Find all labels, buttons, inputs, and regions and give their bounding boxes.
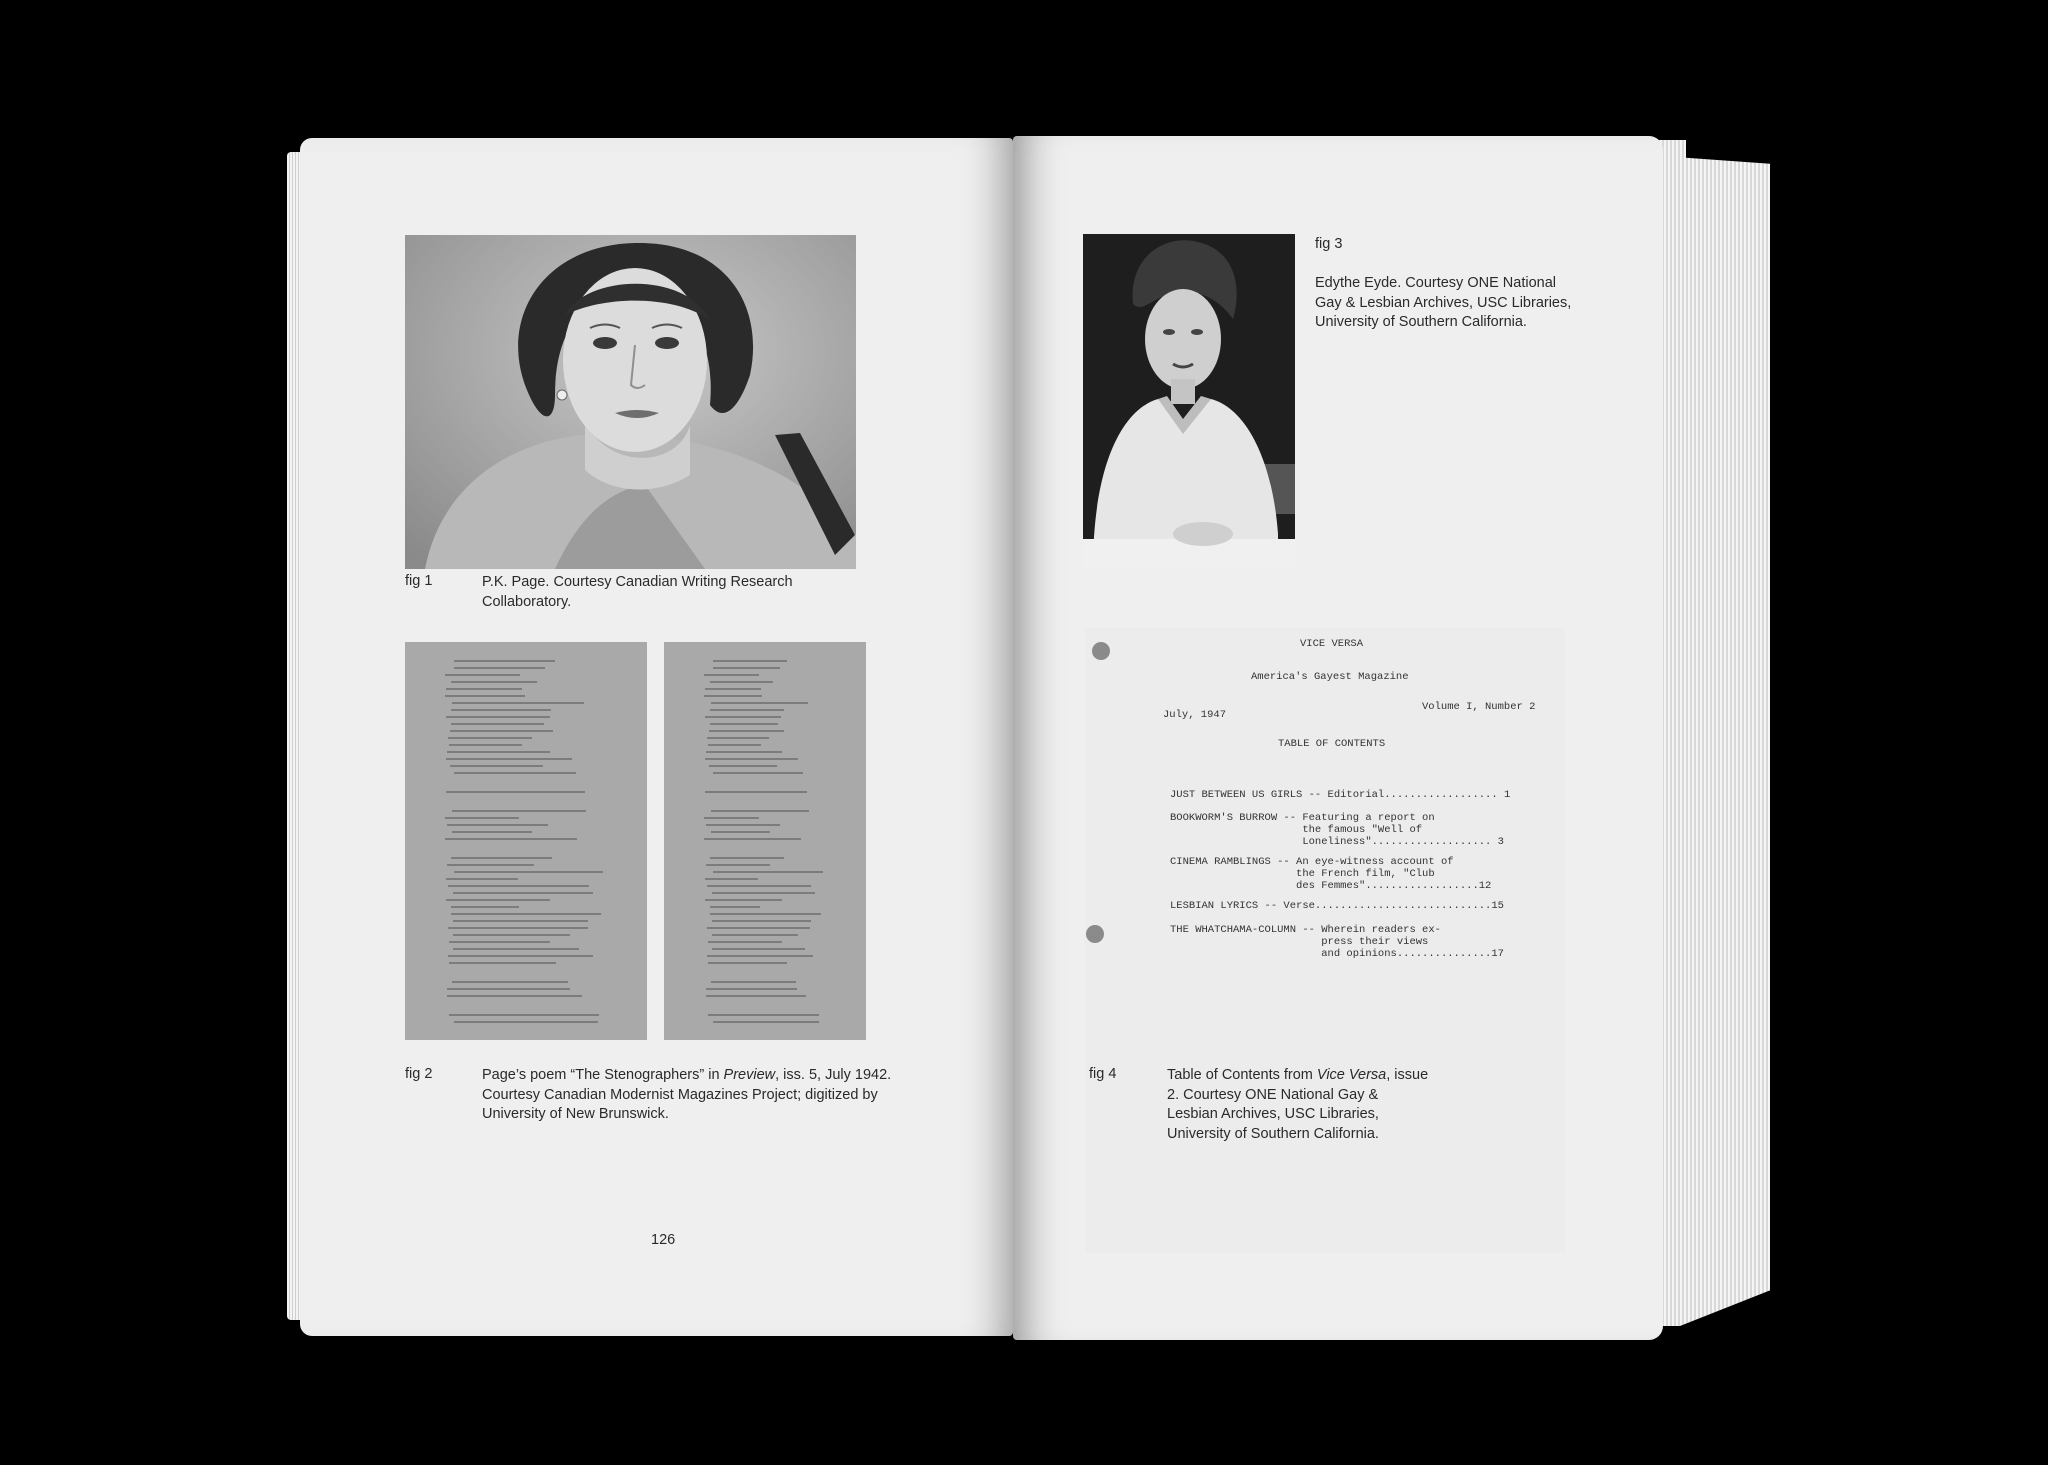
- page-number: 126: [651, 1232, 676, 1248]
- scan-text-line: [445, 674, 520, 676]
- scan-text-line: [704, 817, 759, 819]
- scan-text-line: [451, 681, 537, 683]
- scan-text-line: [704, 838, 801, 840]
- scan-text-line: [445, 817, 519, 819]
- scan-text-line: [704, 695, 762, 697]
- scan-text-line: [454, 660, 555, 662]
- fig3-label: fig 3: [1315, 236, 1343, 252]
- toc-entry: JUST BETWEEN US GIRLS -- Editorial.................. 1: [1170, 789, 1511, 801]
- scan-text-line: [713, 1021, 819, 1023]
- fig3-caption: Edythe Eyde. Courtesy ONE National Gay & Lesbian Archives, USC Libraries, University of Southern California.: [1315, 275, 1572, 330]
- scan-text-line: [446, 899, 550, 901]
- fig4-caption: [1167, 1066, 1432, 1144]
- book-page-edges-right: [1650, 140, 1770, 1326]
- scan-text-line: [454, 1021, 598, 1023]
- scan-text-line: [446, 791, 585, 793]
- punch-hole-top: [1092, 642, 1110, 660]
- scan-text-line: [448, 737, 532, 739]
- scan-text-line: [713, 772, 803, 774]
- scan-text-line: [712, 948, 805, 950]
- scan-text-line: [704, 674, 759, 676]
- scan-text-line: [447, 751, 550, 753]
- scan-text-line: [453, 920, 588, 922]
- scan-text-line: [705, 791, 807, 793]
- toc-entry: BOOKWORM'S BURROW -- Featuring a report on: [1170, 812, 1435, 824]
- scan-text-line: [707, 737, 769, 739]
- scan-text-line: [711, 810, 809, 812]
- scan-text-line: [706, 988, 797, 990]
- scan-text-line: [711, 831, 770, 833]
- scan-text-line: [451, 709, 551, 711]
- scan-text-line: [705, 716, 781, 718]
- scan-text-line: [453, 934, 570, 936]
- toc-doc-volume: Volume I, Number 2: [1422, 701, 1536, 713]
- scan-text-line: [447, 864, 534, 866]
- scan-text-line: [708, 962, 787, 964]
- scan-text-line: [454, 871, 603, 873]
- fig1-portrait-photo: [405, 235, 856, 569]
- fig4-caption-before: Table of Contents from: [1167, 1067, 1317, 1083]
- scan-text-line: [705, 878, 758, 880]
- scan-text-line: [706, 751, 782, 753]
- fig1-label: fig 1: [405, 573, 433, 589]
- scan-text-line: [713, 667, 780, 669]
- fig4-toc-scan: [1085, 628, 1565, 1253]
- scan-text-line: [448, 927, 588, 929]
- scan-text-line: [708, 941, 782, 943]
- fig4-label: fig 4: [1089, 1066, 1117, 1082]
- fig2-caption-after: , iss. 5, July 1942. Courtesy Canadian Modernist Magazines Project; digitized by University of New Brunswick.: [482, 1067, 892, 1122]
- scan-text-line: [452, 702, 584, 704]
- scan-text-line: [447, 824, 548, 826]
- punch-hole-bottom: [1086, 925, 1104, 943]
- scan-text-line: [706, 864, 770, 866]
- fig2-caption: [482, 1066, 902, 1125]
- scan-text-line: [454, 667, 545, 669]
- scan-text-line: [705, 758, 798, 760]
- scan-text-line: [705, 899, 782, 901]
- scan-text-line: [449, 1014, 599, 1016]
- scan-text-line: [449, 941, 550, 943]
- fig2-caption-before: Page’s poem “The Stenographers” in: [482, 1067, 724, 1083]
- scan-text-line: [712, 934, 798, 936]
- toc-doc-title: VICE VERSA: [1300, 638, 1364, 650]
- scan-text-line: [712, 920, 811, 922]
- toc-doc-date: July, 1947: [1163, 709, 1227, 721]
- toc-entry: press their views: [1170, 936, 1429, 948]
- scan-text-line: [711, 702, 808, 704]
- scan-text-line: [450, 730, 553, 732]
- scan-text-line: [710, 681, 773, 683]
- scan-text-line: [447, 995, 582, 997]
- scan-text-line: [448, 955, 593, 957]
- scan-text-line: [710, 857, 784, 859]
- scan-text-line: [710, 723, 778, 725]
- scan-text-line: [712, 892, 815, 894]
- scan-text-line: [708, 1014, 819, 1016]
- scan-text-line: [450, 765, 543, 767]
- toc-entry: the famous "Well of: [1170, 824, 1423, 836]
- scan-text-line: [445, 695, 525, 697]
- scan-text-line: [454, 772, 576, 774]
- scan-text-line: [453, 892, 593, 894]
- toc-entry: THE WHATCHAMA-COLUMN -- Wherein readers ex-: [1170, 924, 1441, 936]
- fig2-caption-italic: Preview: [723, 1067, 776, 1083]
- toc-entry: Loneliness"................... 3: [1170, 836, 1504, 848]
- scan-text-line: [451, 913, 601, 915]
- scan-text-line: [707, 927, 810, 929]
- scan-text-line: [705, 688, 761, 690]
- scan-text-line: [453, 948, 579, 950]
- toc-doc-subtitle: America's Gayest Magazine: [1251, 671, 1409, 683]
- scan-text-line: [713, 871, 823, 873]
- toc-entry: des Femmes"..................12: [1170, 880, 1492, 892]
- scan-text-line: [447, 988, 570, 990]
- scan-text-line: [449, 962, 556, 964]
- scan-text-line: [451, 857, 552, 859]
- fig2-label: fig 2: [405, 1066, 433, 1082]
- scan-text-line: [710, 913, 821, 915]
- scan-text-line: [451, 906, 519, 908]
- scan-text-line: [709, 730, 784, 732]
- scan-text-line: [707, 885, 811, 887]
- toc-entry: CINEMA RAMBLINGS -- An eye-witness account of: [1170, 856, 1454, 868]
- fig3-portrait-photo: [1083, 234, 1295, 569]
- scan-text-line: [446, 878, 518, 880]
- scan-text-line: [451, 723, 544, 725]
- scan-text-line: [706, 995, 806, 997]
- scan-text-line: [707, 955, 813, 957]
- toc-entry: the French film, "Club: [1170, 868, 1435, 880]
- fig2-poem-scan-right: [664, 642, 866, 1040]
- scan-text-line: [445, 838, 577, 840]
- scan-text-line: [446, 716, 550, 718]
- fig2-poem-scan-left: [405, 642, 647, 1040]
- scan-text-line: [446, 688, 522, 690]
- scan-text-line: [710, 709, 784, 711]
- scan-text-line: [710, 906, 760, 908]
- scan-text-line: [711, 981, 796, 983]
- fig4-caption-italic: Vice Versa: [1316, 1067, 1387, 1083]
- fig1-caption: P.K. Page. Courtesy Canadian Writing Research Collaboratory.: [482, 574, 793, 610]
- scan-text-line: [446, 758, 572, 760]
- scan-text-line: [452, 831, 532, 833]
- toc-doc-heading: TABLE OF CONTENTS: [1278, 738, 1386, 750]
- toc-entry: LESBIAN LYRICS -- Verse............................15: [1170, 900, 1504, 912]
- toc-entry: and opinions...............17: [1170, 948, 1504, 960]
- scan-text-line: [448, 885, 589, 887]
- scan-text-line: [708, 744, 761, 746]
- scan-text-line: [452, 981, 568, 983]
- scan-text-line: [709, 765, 777, 767]
- scan-text-line: [452, 810, 586, 812]
- scan-text-line: [449, 744, 522, 746]
- fig4-caption-after: , issue 2. Courtesy ONE National Gay & Lesbian Archives, USC Libraries, University of Southern California.: [1167, 1067, 1429, 1142]
- scan-text-line: [713, 660, 787, 662]
- scan-text-line: [706, 824, 780, 826]
